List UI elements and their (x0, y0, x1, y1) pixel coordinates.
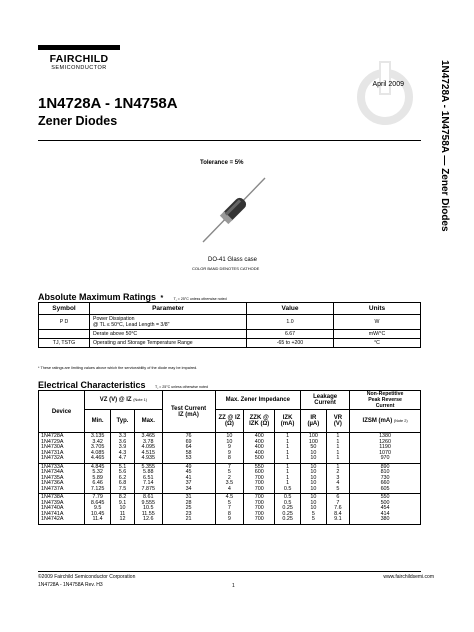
ec-table (38, 390, 421, 525)
ec-max-cell: 8.61 9.555 10.5 11.55 12.6 (134, 494, 162, 525)
logo-bar-top (38, 45, 120, 50)
ec-device-cell: 1N4728A 1N4729A 1N4730A 1N4731A 1N4732A (39, 433, 85, 464)
fairchild-logo (38, 45, 120, 73)
cathode-note: COLOR BAND DENOTES CATHODE (192, 266, 260, 271)
ec-typ-cell: 5.1 5.6 6.2 6.8 7.5 (111, 463, 135, 494)
ec-zzk-cell: 700 700 700 700 700 (244, 494, 275, 525)
ec-izk-cell: 0.5 0.5 0.25 0.25 0.25 (275, 494, 301, 525)
amr-row (39, 330, 421, 339)
amr-value: -65 to +200 (247, 339, 334, 348)
ec-col-typ: Typ. (111, 410, 135, 433)
package-label: DO-41 Glass case (208, 257, 258, 263)
ec-izsm-cell: 550 500 454 414 380 (350, 494, 421, 525)
title-divider (38, 140, 421, 141)
ec-iz-cell: 76 69 64 58 53 (162, 433, 215, 464)
ec-izk-cell: 1 1 1 1 0.5 (275, 463, 301, 494)
amr-col-units: Units (334, 303, 421, 315)
issue-date: April 2009 (372, 81, 404, 88)
ec-zzk-cell: 400 400 400 400 500 (244, 433, 275, 464)
ec-condition: T⁁ = 25°C unless otherwise noted (155, 385, 208, 389)
ec-device-cell: 1N4733A 1N4734A 1N4735A 1N4736A 1N4737A (39, 463, 85, 494)
ec-zz-cell: 4.5 5 7 8 9 (215, 494, 244, 525)
amr-units: mW/°C (334, 330, 421, 339)
ec-izsm-cell: 1380 1260 1190 1070 970 (350, 433, 421, 464)
ec-group-row (39, 463, 421, 494)
ec-col-ir: IR (µA) (301, 410, 327, 433)
sidebar-title-text: 1N4728A - 1N4758A — Zener Diodes (439, 60, 450, 232)
ec-col-vz (85, 391, 162, 410)
part-number-title: 1N4728A - 1N4758A (38, 95, 178, 112)
ec-col-izsm-label: IZSM (mA) (362, 418, 393, 424)
ec-iz-cell: 31 28 25 23 21 (162, 494, 215, 525)
ec-ir-cell: 100 100 50 10 10 (301, 433, 327, 464)
amr-units: W (334, 315, 421, 330)
ec-col-izk: IZK (mA) (275, 410, 301, 433)
ec-col-impedance: Max. Zener Impedance (215, 391, 300, 410)
amr-star: * (160, 295, 164, 302)
ec-ir-cell: 10 10 10 10 10 (301, 463, 327, 494)
logo-subtext: SEMICONDUCTOR (51, 65, 107, 71)
ec-min-cell: 3.135 3.42 3.705 4.085 4.465 (85, 433, 111, 464)
amr-parameter: Operating and Storage Temperature Range (90, 339, 247, 348)
amr-parameter: Derate above 50°C (90, 330, 247, 339)
amr-col-parameter: Parameter (90, 303, 247, 315)
ec-group-row (39, 494, 421, 525)
amr-row (39, 339, 421, 348)
ec-vr-cell: 1 2 3 4 5 (326, 463, 349, 494)
diode-package-figure (195, 170, 275, 250)
ec-col-min: Min. (85, 410, 111, 433)
amr-col-symbol: Symbol (39, 303, 90, 315)
ec-header-row-1 (39, 391, 421, 410)
ec-col-zzk: ZZK @ IZK (Ω) (244, 410, 275, 433)
ec-col-test-current: Test Current IZ (mA) (162, 391, 215, 433)
amr-symbol: P D (39, 315, 90, 330)
logo-text: FAIRCHILD (49, 53, 109, 65)
sidebar-title (436, 60, 450, 230)
power-watermark-icon (345, 55, 425, 135)
ec-zz-cell: 10 10 9 9 8 (215, 433, 244, 464)
ec-title: Electrical Characteristics (38, 380, 146, 390)
amr-table (38, 302, 421, 348)
amr-condition: T⁁ = 25°C unless otherwise noted (173, 297, 227, 301)
amr-col-value: Value (247, 303, 334, 315)
tolerance-label: Tolerance = 5% (200, 160, 244, 166)
amr-title: Absolute Maximum Ratings (38, 292, 157, 302)
ec-iz-cell: 49 45 41 37 34 (162, 463, 215, 494)
ec-vr-cell: 1 1 1 1 1 (326, 433, 349, 464)
amr-units: °C (334, 339, 421, 348)
amr-value: 1.0 (247, 315, 334, 330)
ec-col-device: Device (39, 391, 85, 433)
amr-footnote: * These ratings are limiting values above which the serviceability of the diode may be impaired. (38, 366, 198, 370)
ec-col-vz-label: VZ (V) @ IZ (99, 397, 132, 403)
revision: 1N4728A - 1N4758A Rev. H3 (38, 582, 103, 588)
ec-izsm-cell: 890 810 730 660 605 (350, 463, 421, 494)
ec-col-izsm-note: (Note 2) (393, 419, 408, 423)
amr-header-row (39, 303, 421, 315)
ec-min-cell: 7.79 8.645 9.5 10.45 11.4 (85, 494, 111, 525)
ec-col-max: Max. (134, 410, 162, 433)
ec-max-cell: 5.355 5.88 6.51 7.14 7.875 (134, 463, 162, 494)
ec-col-izsm (350, 410, 421, 433)
ec-izk-cell: 1 1 1 1 1 (275, 433, 301, 464)
ec-min-cell: 4.845 5.32 5.89 6.46 7.125 (85, 463, 111, 494)
document-subtitle: Zener Diodes (38, 114, 118, 128)
ec-zz-cell: 7 5 2 3.5 4 (215, 463, 244, 494)
ec-col-vz-note: (Note 1) (133, 398, 147, 402)
ec-vr-cell: 6 7 7.6 8.4 9.1 (326, 494, 349, 525)
ec-ir-cell: 10 10 10 5 5 (301, 494, 327, 525)
ec-zzk-cell: 550 600 700 700 700 (244, 463, 275, 494)
amr-parameter: Power Dissipation @ TL ≤ 50°C, Lead Length = 3/8" (90, 315, 247, 330)
ec-group-row (39, 433, 421, 464)
ec-header-row-2 (39, 410, 421, 433)
amr-symbol (39, 330, 90, 339)
amr-symbol: TJ, TSTG (39, 339, 90, 348)
amr-value: 6.67 (247, 330, 334, 339)
ec-device-cell: 1N4738A 1N4739A 1N4740A 1N4741A 1N4742A (39, 494, 85, 525)
ec-col-vr: VR (V) (326, 410, 349, 433)
footer-divider (38, 571, 421, 572)
website-link[interactable]: www.fairchildsemi.com (383, 574, 434, 580)
amr-row (39, 315, 421, 330)
page-number: 1 (232, 583, 235, 589)
ec-typ-cell: 8.2 9.1 10 11 12 (111, 494, 135, 525)
ec-col-nonrep: Non-Repetitive Peak Reverse Current (350, 391, 421, 410)
copyright: ©2009 Fairchild Semiconductor Corporation (38, 574, 136, 580)
ec-typ-cell: 3.3 3.6 3.9 4.3 4.7 (111, 433, 135, 464)
ec-col-zz: ZZ @ IZ (Ω) (215, 410, 244, 433)
ec-col-leakage: Leakage Current (301, 391, 350, 410)
ec-max-cell: 3.465 3.78 4.095 4.515 4.935 (134, 433, 162, 464)
